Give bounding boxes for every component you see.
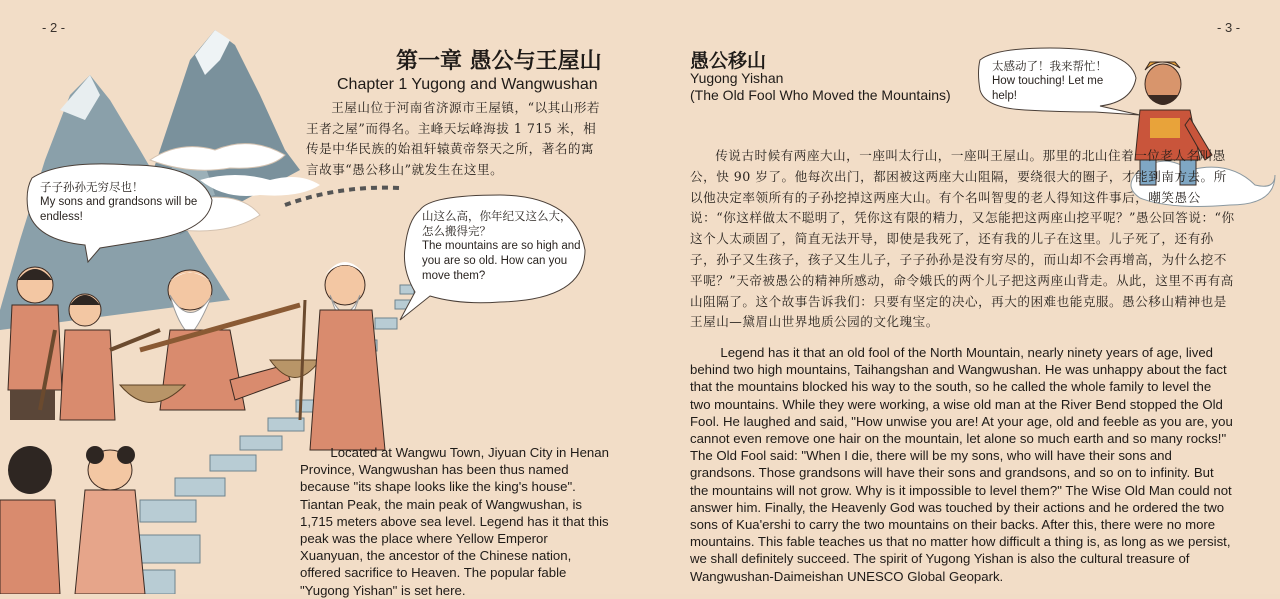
bubble-god-zh: 太感动了！我来帮忙！	[992, 59, 1107, 73]
bubble-god	[992, 59, 1130, 104]
chapter-title-zh: 第一章 愚公与王屋山	[396, 49, 602, 74]
story-paragraph-en: Legend has it that an old fool of the North Mountain, nearly ninety years of age, lived behind two high mountains, Taihangshan and Wangwushan. He was unhappy about the fact that the mountains blocked his way to the south, so he called the whole family to level the two mountains. While they were working, a wise old man at the River Bend stopped the Old Fool. He laughed and said, "How unwise you are! At your age, old and feeble as you are, you cannot even remove one hair on the mountain, let alone so much earth and so many rocks!" The Old Fool said: "When I die, there will be my sons, who will have their sons and grandsons. Those grandsons will have their sons and grandsons, and so on to infinity. But the mountains will not grow. Why is it impossible to level them?" The Wise Old Man could not answer him. Finally, the Heavenly God was touched by their actions and he ordered the two sons of Kua'ershi to carry the two mountains on their backs. After this, there were no more mountains. This fable teaches us that no matter how difficult a thing is, as long as we persist, we shall definitely succeed. The spirit of Yugong Yishan is also the cultural treasure of Wangwushan-Daimeishan UNESCO Global Geopark.	[690, 345, 1233, 584]
bubble-sons-zh: 子子孙孙无穷尽也！	[40, 180, 144, 194]
bubble-sons	[40, 180, 208, 225]
bubble-mountains-zh: 山这么高，你年纪又这么大，怎么搬得完？	[422, 209, 572, 238]
story-title-en-1: Yugong Yishan	[690, 70, 784, 86]
story-title-zh: 愚公移山	[690, 50, 767, 72]
chapter-title-en: Chapter 1 Yugong and Wangwushan	[337, 76, 598, 93]
page-number-right: - 3 -	[1217, 20, 1241, 35]
intro-paragraph-en: Located at Wangwu Town, Jiyuan City in Henan Province, Wangwushan has been thus named because "its shape looks like the king's house". Tiantan Peak, the main peak of Wangwushan, is 1,715 meters above sea level. Legend has it that this peak was the place where Yellow Emperor Xuanyuan, the ancestor of the Chinese nation, offered sacrifice to Heaven. The popular fable "Yugong Yishan" is set here.	[300, 445, 609, 598]
bubble-mountains-en: The mountains are so high and you are so old. How can you move them?	[422, 240, 581, 282]
story-title-en-2: (The Old Fool Who Moved the Mountains)	[690, 87, 951, 103]
bubble-mountains	[422, 209, 582, 284]
story-paragraph-zh: 传说古时候有两座大山，一座叫太行山，一座叫王屋山。那里的北山住着一位老人名叫愚公，快 90 岁了。他每次出门，都困被这两座大山阻隔，要绕很大的圈子，才能到南方去。所以他决定率领所有的子孙挖掉这两座大山。有个名叫智叟的老人得知这件事后，嘲笑愚公说：“你这样做太不聪明了，凭你这有限的精力，又怎能把这两座山挖平呢？”愚公回答说：“你这个人太顽固了，简直无法开导，即使是我死了，还有我的儿子在这里。儿子死了，还有孙子，孙子又生孩子，孩子又生儿子，子子孙孙是没有穷尽的，而山却不会再增高，为什么挖不平呢？”天帝被愚公的精神所感动，命令娥氏的两个儿子把这两座山背走。从此，这里不再有高山阻隔了。这个故事告诉我们：只要有坚定的决心，再大的困难也能克服。愚公移山精神也是王屋山—黛眉山世界地质公园的文化瑰宝。	[690, 148, 1235, 330]
intro-paragraph-zh: 王屋山位于河南省济源市王屋镇，“以其山形若王者之屋”而得名。主峰天坛峰海拔 1 715 米，相传是中华民族的始祖轩辕黄帝祭天之所，著名的寓言故事“愚公移山”就发生在这里。	[306, 100, 601, 177]
page-number-left: - 2 -	[42, 20, 66, 35]
bubble-god-en: How touching! Let me help!	[992, 75, 1104, 102]
bubble-sons-en: My sons and grandsons will be endless!	[40, 196, 198, 223]
